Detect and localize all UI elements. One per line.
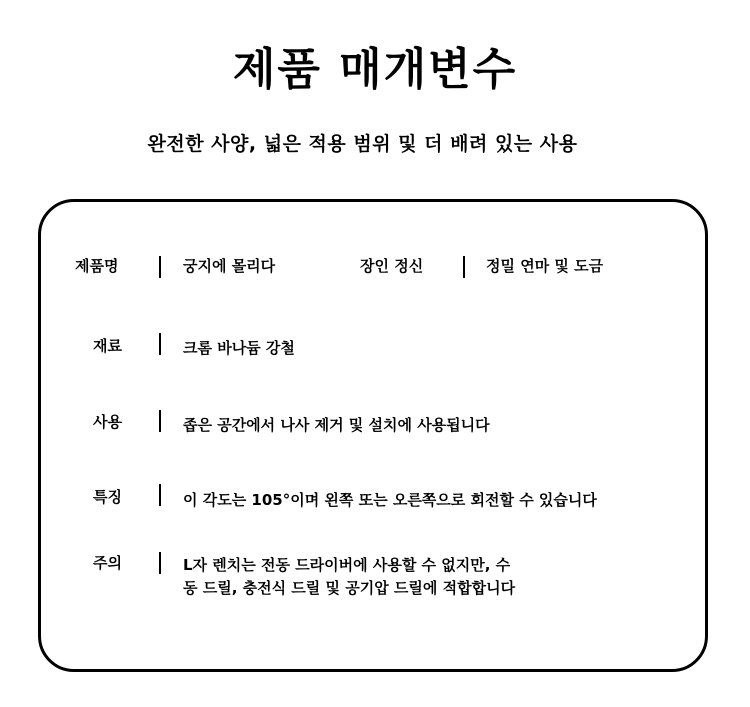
material-label: 재료 (93, 337, 122, 355)
craftsmanship-divider (463, 256, 465, 278)
feature-label: 특징 (93, 488, 122, 506)
caution-divider (159, 552, 161, 574)
product-name-value: 궁지에 몰리다 (183, 257, 276, 275)
craftsmanship-value: 정밀 연마 및 도금 (486, 257, 604, 275)
page-title: 제품 매개변수 (232, 44, 518, 95)
caution-value-line1: L자 렌치는 전동 드라이버에 사용할 수 없지만, 수 (183, 556, 511, 574)
feature-value: 이 각도는 105°이며 왼쪽 또는 오른쪽으로 회전할 수 있습니다 (183, 491, 597, 509)
caution-value-line2: 동 드릴, 충전식 드릴 및 공기압 드릴에 적합합니다 (183, 579, 516, 597)
page-subtitle: 완전한 사양, 넓은 적용 범위 및 더 배려 있는 사용 (147, 133, 578, 155)
craftsmanship-label: 장인 정신 (360, 257, 424, 275)
product-name-divider (159, 256, 161, 278)
usage-divider (159, 410, 161, 432)
caution-label: 주의 (93, 554, 122, 572)
material-value: 크롬 바나듐 강철 (183, 339, 295, 357)
product-name-label: 제품명 (75, 257, 119, 275)
usage-value: 좁은 공간에서 나사 제거 및 설치에 사용됩니다 (183, 416, 490, 434)
usage-label: 사용 (93, 413, 122, 431)
material-divider (159, 333, 161, 355)
feature-divider (159, 484, 161, 506)
